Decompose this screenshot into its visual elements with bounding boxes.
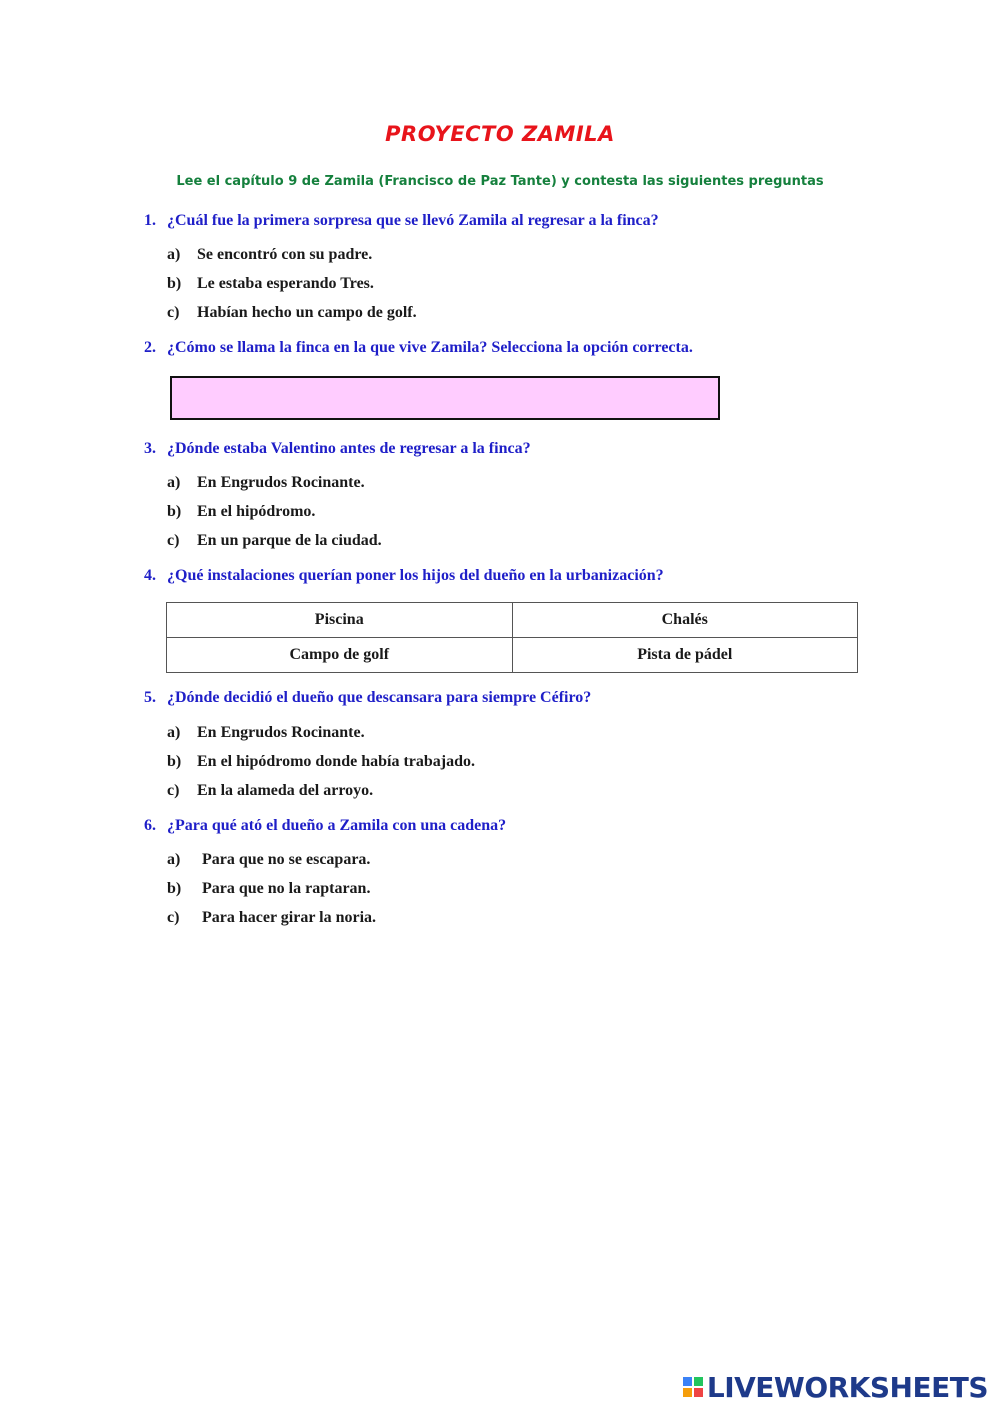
question-6: [144, 817, 506, 835]
question-1: [144, 212, 659, 230]
liveworksheets-logo-icon: [683, 1377, 703, 1397]
q1-option-c[interactable]: [167, 304, 417, 322]
question-number: 6.: [144, 817, 156, 834]
option-letter: c): [167, 782, 180, 799]
q1-option-b[interactable]: [167, 275, 374, 293]
q5-option-a[interactable]: [167, 724, 365, 742]
table-row: [167, 638, 858, 673]
option-letter: b): [167, 880, 182, 897]
option-text: Habían hecho un campo de golf.: [197, 304, 417, 321]
table-cell-piscina[interactable]: Piscina: [167, 603, 513, 638]
option-text: Para que no la raptaran.: [202, 880, 371, 897]
option-letter: c): [167, 532, 180, 549]
option-text: Se encontró con su padre.: [197, 246, 373, 263]
option-text: En Engrudos Rocinante.: [197, 724, 365, 741]
option-letter: a): [167, 724, 181, 741]
q6-option-a[interactable]: [167, 851, 370, 869]
logo-square-i: [694, 1377, 703, 1386]
option-text: En la alameda del arroyo.: [197, 782, 374, 799]
option-letter: b): [167, 275, 182, 292]
question-text: ¿Qué instalaciones querían poner los hijos del dueño en la urbanización?: [167, 567, 664, 584]
option-text: En el hipódromo donde había trabajado.: [197, 753, 475, 770]
option-letter: a): [167, 474, 181, 491]
brand-name: LIVEWORKSHEETS: [706, 1370, 988, 1404]
logo-square-l: [683, 1377, 692, 1386]
facilities-table: [166, 602, 858, 673]
answer-dropdown[interactable]: [170, 376, 720, 420]
question-text: ¿Para qué ató el dueño a Zamila con una cadena?: [167, 817, 507, 834]
q6-option-c[interactable]: [167, 909, 376, 927]
question-number: 3.: [144, 440, 156, 457]
question-number: 1.: [144, 212, 156, 229]
page-title: PROYECTO ZAMILA: [385, 122, 615, 146]
logo-square-e: [694, 1388, 703, 1397]
table-row: [167, 603, 858, 638]
question-number: 2.: [144, 339, 156, 356]
option-text: Le estaba esperando Tres.: [197, 275, 374, 292]
question-5: [144, 689, 591, 707]
q5-option-b[interactable]: [167, 753, 475, 771]
question-number: 5.: [144, 689, 156, 706]
q5-option-c[interactable]: [167, 782, 373, 800]
question-3: [144, 440, 531, 458]
option-text: Para hacer girar la noria.: [202, 909, 377, 926]
option-letter: b): [167, 503, 182, 520]
option-letter: a): [167, 851, 181, 868]
q3-option-a[interactable]: [167, 474, 365, 492]
question-4: [144, 567, 664, 585]
q3-option-b[interactable]: [167, 503, 315, 521]
option-text: En un parque de la ciudad.: [197, 532, 382, 549]
option-letter: c): [167, 909, 180, 926]
option-letter: c): [167, 304, 180, 321]
question-text: ¿Dónde decidió el dueño que descansara para siempre Céfiro?: [167, 689, 592, 706]
question-number: 4.: [144, 567, 156, 584]
instructions: Lee el capítulo 9 de Zamila (Francisco de Paz Tante) y contesta las siguientes preguntas: [176, 174, 824, 189]
option-letter: a): [167, 246, 181, 263]
option-text: Para que no se escapara.: [202, 851, 371, 868]
question-text: ¿Cuál fue la primera sorpresa que se llevó Zamila al regresar a la finca?: [167, 212, 659, 229]
question-2: [144, 339, 693, 357]
option-letter: b): [167, 753, 182, 770]
question-text: ¿Cómo se llama la finca en la que vive Zamila? Selecciona la opción correcta.: [167, 339, 693, 356]
q1-option-a[interactable]: [167, 246, 372, 264]
q3-option-c[interactable]: [167, 532, 382, 550]
option-text: En el hipódromo.: [197, 503, 316, 520]
logo-square-v: [683, 1388, 692, 1397]
table-cell-chales[interactable]: Chalés: [512, 603, 858, 638]
table-cell-campo-de-golf[interactable]: Campo de golf: [167, 638, 513, 673]
table-cell-pista-de-padel[interactable]: Pista de pádel: [512, 638, 858, 673]
question-text: ¿Dónde estaba Valentino antes de regresar a la finca?: [167, 440, 531, 457]
q6-option-b[interactable]: [167, 880, 370, 898]
liveworksheets-logo[interactable]: [683, 1372, 988, 1402]
option-text: En Engrudos Rocinante.: [197, 474, 365, 491]
